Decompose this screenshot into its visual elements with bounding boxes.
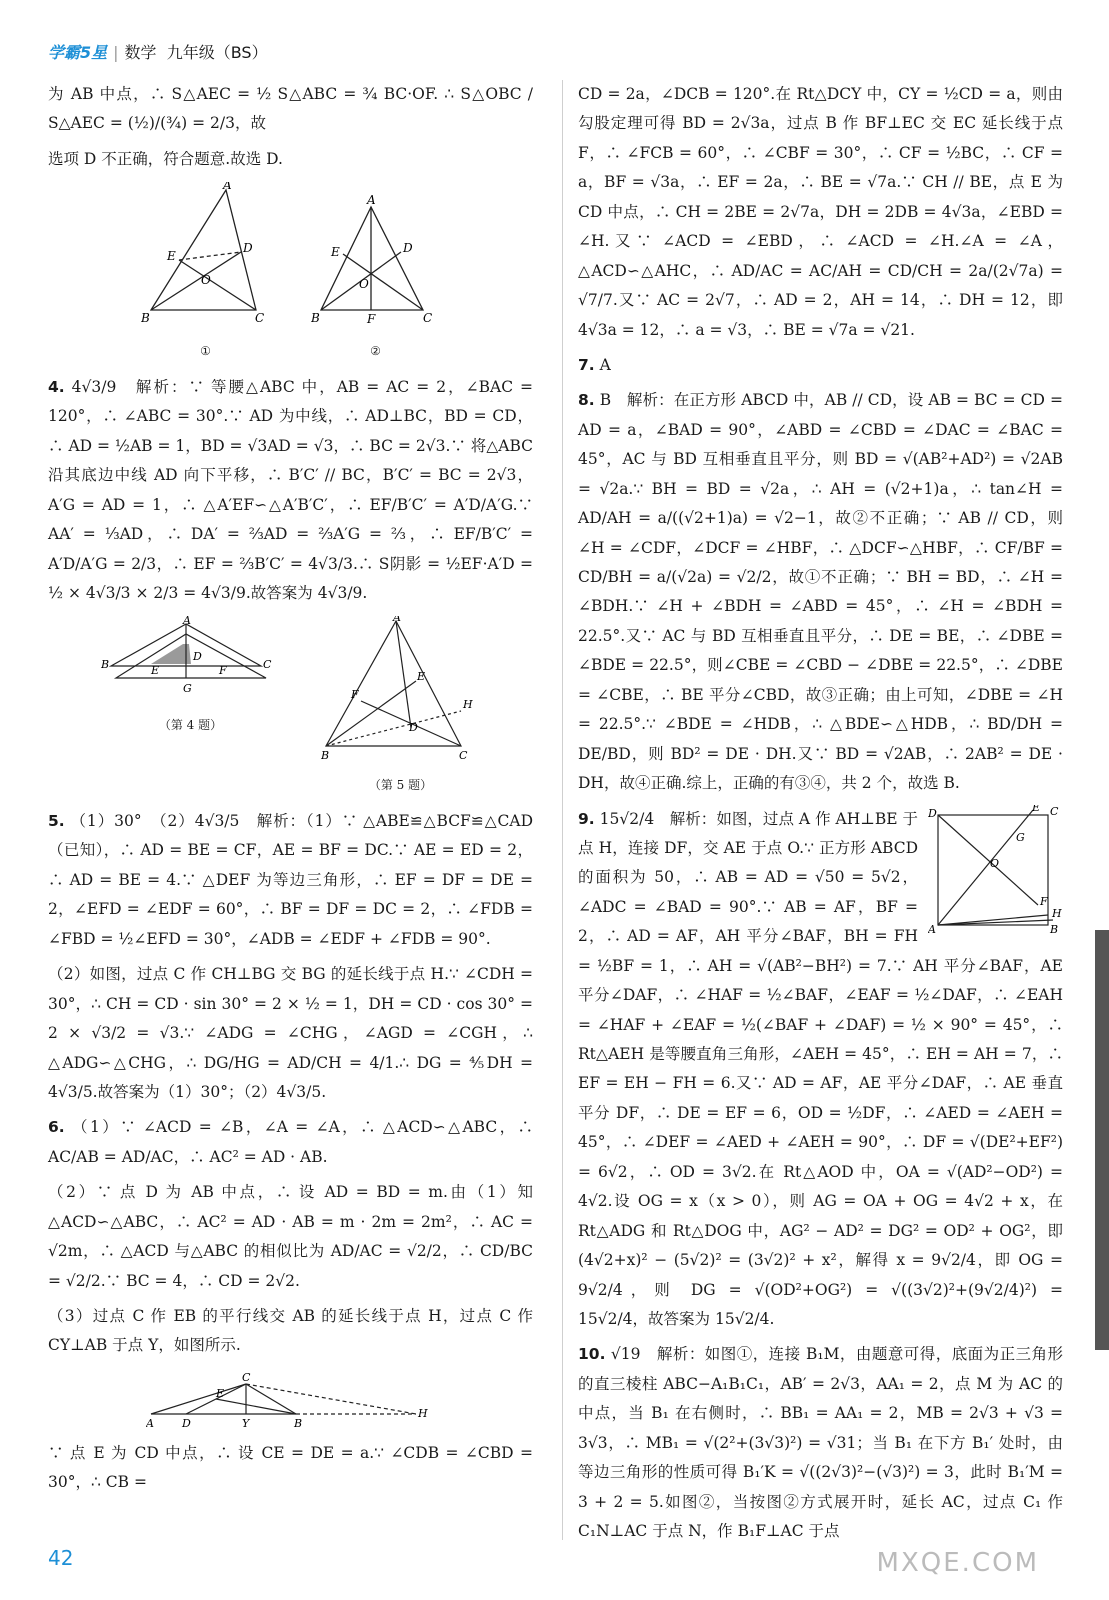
svg-text:E: E xyxy=(166,249,176,264)
figure-row-1 xyxy=(48,182,533,363)
svg-text:C: C xyxy=(241,1370,250,1384)
question-5-number: 5. xyxy=(48,812,65,830)
subject-label: 数学 xyxy=(124,43,157,62)
svg-text:F: F xyxy=(366,312,375,327)
question-4-number: 4. xyxy=(48,377,65,396)
svg-text:C: C xyxy=(1050,804,1059,818)
left-column xyxy=(48,80,533,1504)
svg-text:D: D xyxy=(402,241,413,256)
question-6-part2: （2）∵ 点 D 为 AB 中点，∴ 设 AD = BD = m.由（1）知△ACD∽△ABC，∴ AC² = AD · AB = m · 2m = 2m²，∴ AC = √2m，∴ △ACD 与△ABC 的相似比为 AD/AC = √2/2，∴ CD/BC = √2/2.∵ BC = 4，∴ CD = 2√2. xyxy=(48,1183,533,1290)
svg-text:A: A xyxy=(145,1416,154,1429)
svg-text:E: E xyxy=(416,670,425,684)
svg-text:C: C xyxy=(458,749,467,763)
question-7-number: 7. xyxy=(578,355,595,374)
svg-text:A: A xyxy=(366,193,376,208)
question-10-text: √19 解析：如图①，连接 B₁M，由题意可得，底面为正三角形的直三棱柱 ABC−A₁B₁C₁，AB′ = 2√3，AA₁ = 2，点 M 为 AC 的中点，当 B₁ 在右侧时，∴ BB₁ = AA₁ = 2，MB = 2√3 + √3 = 3√3，∴ MB₁ = √(2²+(3√3)²) = √31；当 B₁ 在下方 B₁′ 处时，由等边三角形的性质可得 B₁′K = √((2√3)²−(√3)²) = 3，此时 B₁′M = 3 + 2 = 5.如图②，当按图②方式展开时，延长 AC，过点 C₁ 作 C₁N⊥AC 于点 N，作 B₁F⊥AC 于点 xyxy=(578,1345,1063,1540)
svg-text:B: B xyxy=(310,311,320,326)
page-edge-shadow xyxy=(1095,930,1109,1350)
svg-text:D: D xyxy=(192,650,202,664)
svg-text:E: E xyxy=(150,664,159,678)
question-6 xyxy=(48,1113,533,1172)
svg-text:B: B xyxy=(293,1416,302,1429)
svg-text:D: D xyxy=(181,1416,191,1429)
svg-text:A: A xyxy=(928,922,936,935)
svg-text:D: D xyxy=(242,241,253,256)
question-10 xyxy=(578,1340,1063,1546)
brand-logo: 学霸5星 xyxy=(48,43,108,62)
figure-q9-diagram xyxy=(928,805,1063,935)
question-6-text: （1）∵ ∠ACD = ∠B，∠A = ∠A，∴ △ACD∽△ABC，∴ AC/AB = AD/AC，∴ AC² = AD · AB. xyxy=(48,1118,533,1166)
grade-label: 九年级（BS） xyxy=(166,43,268,62)
figure-row-2 xyxy=(48,616,533,797)
svg-text:E: E xyxy=(1032,804,1041,814)
figure-row-3 xyxy=(48,1369,533,1429)
figure-1 xyxy=(141,182,271,363)
intro-text: 为 AB 中点，∴ S△AEC = ½ S△ABC = ¾ BC·OF. ∴ S△OBC / S△AEC = (½)/(¾) = 2/3，故 xyxy=(48,85,533,133)
triangle-figure-1 xyxy=(141,182,271,332)
question-7-answer: A xyxy=(599,355,611,374)
svg-text:A: A xyxy=(392,616,401,625)
svg-text:F: F xyxy=(1040,894,1048,908)
question-9-number: 9. xyxy=(578,809,595,828)
svg-text:E: E xyxy=(215,1386,224,1400)
question-9-text: 15√2/4 解析：如图，过点 A 作 AH⊥BE 于点 H，连接 DF，交 AE 于点 O.∵ 正方形 ABCD 的面积为 50，∴ AB = AD = √50 = 5√2，∠ADC = ∠BAD = 90°.∵ AB = AF，BF = 2，∴ AD = AF，AH 平分∠BAF，BH = FH = ½BF = 1，∴ AH = √(AB²−BH²) = 7.∵ AH 平分∠BAF，AE 平分∠DAF，∴ ∠HAF = ½∠BAF，∠EAF = ½∠DAF，∴ ∠EAH = ∠HAF + ∠EAF = ½(∠BAF + ∠DAF) = ½ × 90° = 45°，∴ Rt△AEH 是等腰直角三角形，∠AEH = 45°，∴ EH = AH = 7，∴ EF = EH − FH = 6.又∵ AD = AF，AE 平分∠DAF，∴ AE 垂直平分 DF，∴ DE = EF = 6，OD = ½DF，∴ ∠AED = ∠AEH = 45°，∴ ∠DEF = ∠AED + ∠AEH = 90°，∴ DF = √(DE²+EF²) = 6√2，∴ OD = 3√2.在 Rt△AOD 中，OA = √(AD²−OD²) = 4√2.设 OG = x（x > 0），则 AG = OA + OG = 4√2 + x，在 Rt△ADG 和 Rt△DOG 中，AG² − AD² = DG² = OD² + OG²，即 (4√2+x)² − (5√2)² = (3√2)² + x²，解得 x = 9√2/4，即 OG = 9√2/4，则 DG = √(OD²+OG²) = √((3√2)²+(9√2/4)²) = 15√2/4，故答案为 15√2/4. xyxy=(578,809,1063,1328)
watermark: MXQE.COM xyxy=(876,1548,1039,1578)
svg-text:F: F xyxy=(350,688,359,702)
q6-continuation: CD = 2a，∠DCB = 120°.在 Rt△DCY 中，CY = ½CD = a，则由勾股定理可得 BD = 2√3a，过点 B 作 BF⊥EC 交 EC 延长线于点 F，∴ ∠FCB = 60°，∴ ∠CBF = 30°，∴ CF = ½BC，∴ CF = a，BF = √3a，∴ EF = 2a，∴ BE = √7a.∵ CH // BE，点 E 为 CD 中点，∴ CH = 2BE = 2√7a，DH = 2DB = 4√3a，∠EBD = ∠H.又∵ ∠ACD = ∠EBD，∴ ∠ACD = ∠H.∠A = ∠A，△ACD∽△AHC，∴ AD/AC = AC/AH = CD/CH = 2a/(2√7a) = √7/7.又∵ AC = 2√7，∴ AD = 2，AH = 14，∴ DH = 12，即 4√3a = 12，∴ a = √3，∴ BE = √7a = √21. xyxy=(578,85,1063,339)
question-5 xyxy=(48,807,533,954)
svg-text:C: C xyxy=(254,311,264,326)
svg-text:F: F xyxy=(218,664,227,678)
svg-text:C: C xyxy=(422,311,432,326)
figure-q5-diagram xyxy=(321,616,481,766)
svg-text:D: D xyxy=(928,806,937,820)
svg-text:A: A xyxy=(182,616,191,628)
question-5-text: （1）30° （2）4√3/5 解析：（1）∵ △ABE≌△BCF≌△CAD（已知），∴ AD = BE = CF，AE = BF = DC.∵ AE = ED = 2，∴ AD = BE = 4.∵ △DEF 为等边三角形，∴ EF = DF = DE = 2，∠EFD = ∠EDF = 60°，∴ BF = DF = DC = 2，∴ ∠FDB = ∠FBD = ½∠EFD = 30°，∠ADB = ∠EDF + ∠FDB = 90°. xyxy=(48,812,533,948)
figure-q9 xyxy=(928,805,1063,945)
figure-q5 xyxy=(321,616,481,797)
svg-text:G: G xyxy=(182,682,192,696)
question-5-part2: （2）如图，过点 C 作 CH⊥BG 交 BG 的延长线于点 H.∵ ∠CDH = 30°，∴ CH = CD · sin 30° = 2 × ½ = 1，DH = CD · cos 30° = 2 × √3/2 = √3.∵ ∠ADG = ∠CHG，∠AGD = ∠CGH，∴ △ADG∽△CHG，∴ DG/HG = AD/CH = 4/1.∴ DG = ⅘DH = 4√3/5.故答案为（1）30°；（2）4√3/5. xyxy=(48,965,533,1101)
intro-text-2: 选项 D 不正确，符合题意.故选 D. xyxy=(48,149,283,168)
caption-q4: （第 4 题） xyxy=(158,718,223,733)
question-6-part3: （3）过点 C 作 EB 的平行线交 AB 的延长线于点 H，过点 C 作 CY⊥AB 于点 Y，如图所示. xyxy=(48,1307,533,1355)
svg-text:B: B xyxy=(140,311,150,326)
question-8 xyxy=(578,386,1063,798)
svg-text:H: H xyxy=(462,698,473,712)
page-number: 42 xyxy=(48,1546,74,1570)
svg-text:O: O xyxy=(990,856,1000,870)
svg-text:D: D xyxy=(408,721,418,735)
figure-q4-diagram xyxy=(101,616,281,706)
question-6-number: 6. xyxy=(48,1118,65,1137)
question-8-text: B 解析：在正方形 ABCD 中，AB // CD，设 AB = BC = CD = AD = a，∠BAD = 90°，∠ABD = ∠CBD = ∠DAC = ∠BAC = 45°，AC 与 BD 互相垂直且平分，则 BD = √(AB²+AD²) = √2AB = √2a.∵ BH = BD = √2a，∴ AH = (√2+1)a，∴ tan∠H = AD/AH = a/((√2+1)a) = √2−1，故②不正确；∵ AB // CD，则∠H = ∠CDF，∠DCF = ∠HBF，∴ △DCF∽△HBF，∴ CF/BF = CD/BH = a/(√2a) = √2/2，故①不正确；∵ BH = BD，∴ ∠H = ∠BDH.∵ ∠H + ∠BDH = ∠ABD = 45°，∴ ∠H = ∠BDH = 22.5°.又∵ AC 与 BD 互相垂直且平分，∴ DE = BE，∴ ∠DBE = ∠BDE = 22.5°，则∠CBE = ∠CBD − ∠DBE = 22.5°，∴ ∠DBE = ∠CBE，∴ BE 平分∠CBD，故③正确；由上可知，∠DBE = ∠H = 22.5°.∵ ∠BDE = ∠HDB，∴ △BDE∽△HDB，∴ BD/DH = DE/BD，则 BD² = DE · DH.又∵ BD = √2AB，∴ 2AB² = DE · DH，故④正确.综上，正确的有③④，共 2 个，故选 B. xyxy=(578,391,1063,793)
svg-text:C: C xyxy=(262,658,271,672)
question-4-text: 4√3/9 解析：∵ 等腰△ABC 中，AB = AC = 2，∠BAC = 120°，∴ ∠ABC = 30°.∵ AD 为中线，∴ AD⊥BC，BD = CD，∴ AD = ½AB = 1，BD = √3AD = √3，∴ BC = 2√3.∵ 将△ABC 沿其底边中线 AD 向下平移，∴ B′C′ // BC，B′C′ = BC = 2√3，A′G = AD = 1，∴ △A′EF∽△A′B′C′，∴ EF/B′C′ = A′D/A′G.∵ AA′ = ⅓AD，∴ DA′ = ⅔AD = ⅔A′G = ⅔，∴ EF/B′C′ = A′D/A′G = 2/3，∴ EF = ⅔B′C′ = 4√3/3.∴ S阴影 = ½EF·A′D = ½ × 4√3/3 × 2/3 = 4√3/9.故答案为 4√3/9. xyxy=(48,377,533,602)
question-7 xyxy=(578,351,1063,380)
svg-text:H: H xyxy=(1052,906,1062,920)
triangle-figure-2 xyxy=(311,182,441,332)
svg-text:E: E xyxy=(330,245,340,260)
svg-text:O: O xyxy=(358,277,369,292)
caption-q5: （第 5 题） xyxy=(368,778,433,793)
question-4 xyxy=(48,373,533,609)
figure-q4 xyxy=(101,616,281,797)
svg-text:G: G xyxy=(1016,830,1025,844)
svg-text:B: B xyxy=(1050,922,1059,935)
svg-text:Y: Y xyxy=(241,1416,249,1429)
continuation-text: ∵ 点 E 为 CD 中点，∴ 设 CE = DE = a.∵ ∠CDB = ∠CBD = 30°，∴ CB = xyxy=(48,1443,533,1492)
svg-text:A: A xyxy=(222,182,232,193)
svg-text:B: B xyxy=(100,658,109,672)
right-column xyxy=(578,80,1063,1552)
question-8-number: 8. xyxy=(578,391,595,410)
svg-text:B: B xyxy=(320,749,329,763)
question-10-number: 10. xyxy=(578,1345,606,1364)
svg-text:H: H xyxy=(417,1406,428,1420)
figure-2-label: ② xyxy=(370,344,381,359)
svg-text:O: O xyxy=(200,273,211,288)
column-divider xyxy=(562,80,563,1540)
figure-1-label: ① xyxy=(200,344,211,359)
page-header: 学霸5星 | 数学 九年级（BS） xyxy=(48,43,268,62)
figure-q6-diagram xyxy=(146,1369,436,1429)
figure-2 xyxy=(311,182,441,363)
